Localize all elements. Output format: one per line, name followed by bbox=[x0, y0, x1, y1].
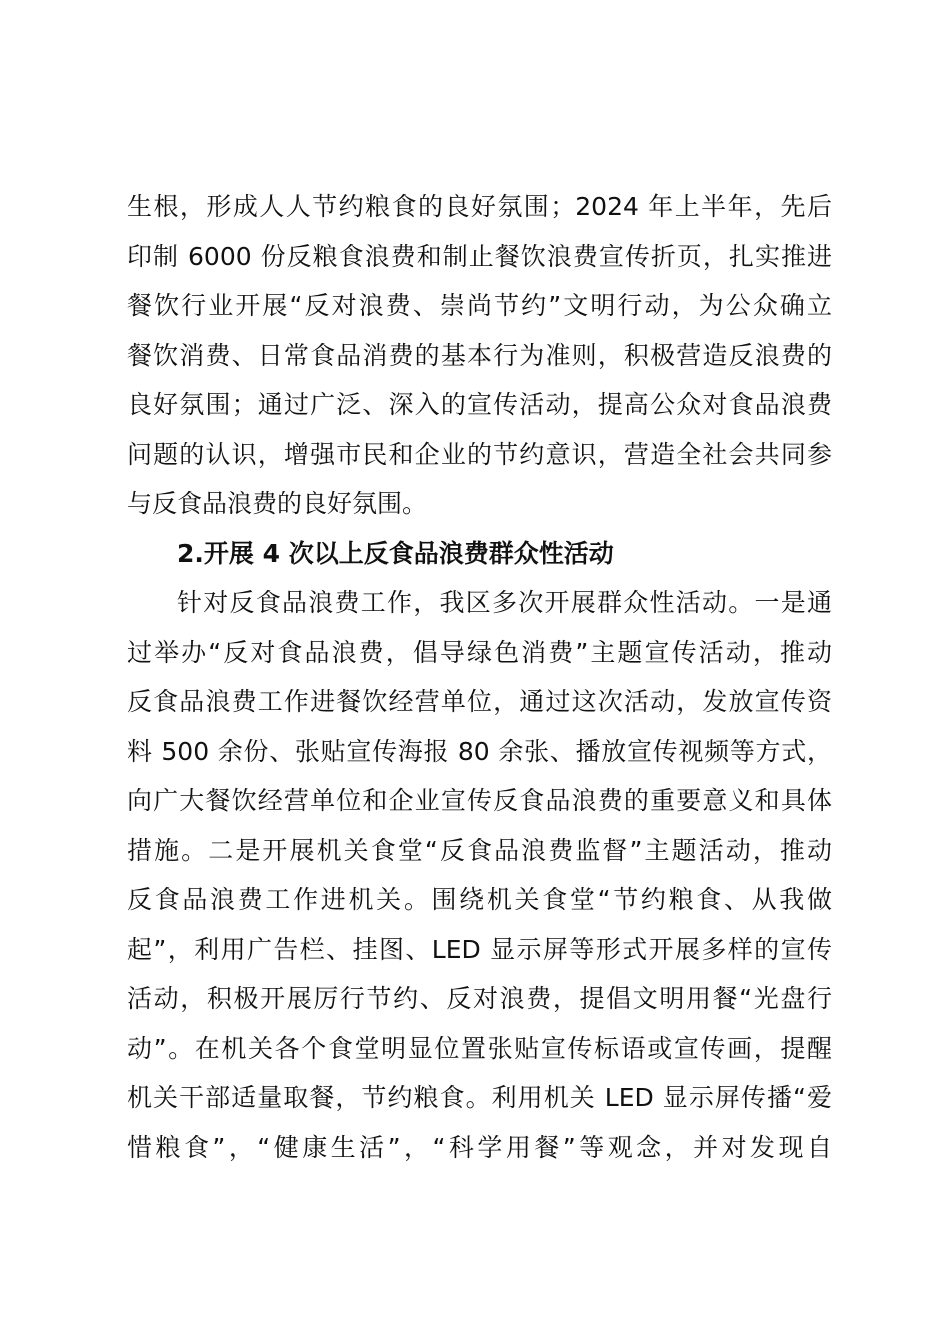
paragraph-line: 问题的认识，增强市民和企业的节约意识，营造全社会共同参 bbox=[127, 439, 832, 469]
paragraph-line: 反食品浪费工作进机关。围绕机关食堂“节约粮食、从我做 bbox=[127, 885, 832, 914]
paragraph-line: 措施。二是开展机关食堂“反食品浪费监督”主题活动，推动 bbox=[127, 835, 832, 865]
document-body bbox=[127, 182, 832, 1172]
paragraph-line: 印制 6000 份反粮食浪费和制止餐饮浪费宣传折页，扎实推进 bbox=[127, 241, 832, 271]
paragraph-line: 生根，形成人人节约粮食的良好氛围；2024 年上半年，先后 bbox=[127, 192, 832, 221]
paragraph-line: 活动，积极开展厉行节约、反对浪费，提倡文明用餐“光盘行 bbox=[127, 984, 832, 1013]
paragraph-line: 向广大餐饮经营单位和企业宣传反食品浪费的重要意义和具体 bbox=[127, 786, 832, 815]
paragraph-line: 餐饮消费、日常食品消费的基本行为准则，积极营造反浪费的 bbox=[127, 340, 832, 370]
paragraph-line: 机关干部适量取餐，节约粮食。利用机关 LED 显示屏传播“爱 bbox=[127, 1083, 832, 1112]
paragraph-line: 与反食品浪费的良好氛围。 bbox=[127, 489, 428, 518]
paragraph-line: 惜粮食”，“健康生活”，“科学用餐”等观念，并对发现自 bbox=[127, 1132, 832, 1162]
paragraph-line: 良好氛围；通过广泛、深入的宣传活动，提高公众对食品浪费 bbox=[127, 390, 832, 419]
paragraph-line: 过举办“反对食品浪费，倡导绿色消费”主题宣传活动，推动 bbox=[127, 637, 832, 667]
paragraph-line: 起”，利用广告栏、挂图、LED 显示屏等形式开展多样的宣传 bbox=[127, 934, 832, 964]
paragraph-line: 餐饮行业开展“反对浪费、崇尚节约”文明行动，为公众确立 bbox=[127, 291, 832, 320]
paragraph-line: 反食品浪费工作进餐饮经营单位，通过这次活动，发放宣传资 bbox=[127, 687, 832, 716]
paragraph-line: 针对反食品浪费工作，我区多次开展群众性活动。一是通 bbox=[177, 588, 832, 617]
paragraph-line: 动”。在机关各个食堂明显位置张贴宣传标语或宣传画，提醒 bbox=[127, 1033, 832, 1063]
section-heading: 2.开展 4 次以上反食品浪费群众性活动 bbox=[177, 538, 614, 568]
paragraph-line: 料 500 余份、张贴宣传海报 80 余张、播放宣传视频等方式， bbox=[127, 736, 832, 766]
